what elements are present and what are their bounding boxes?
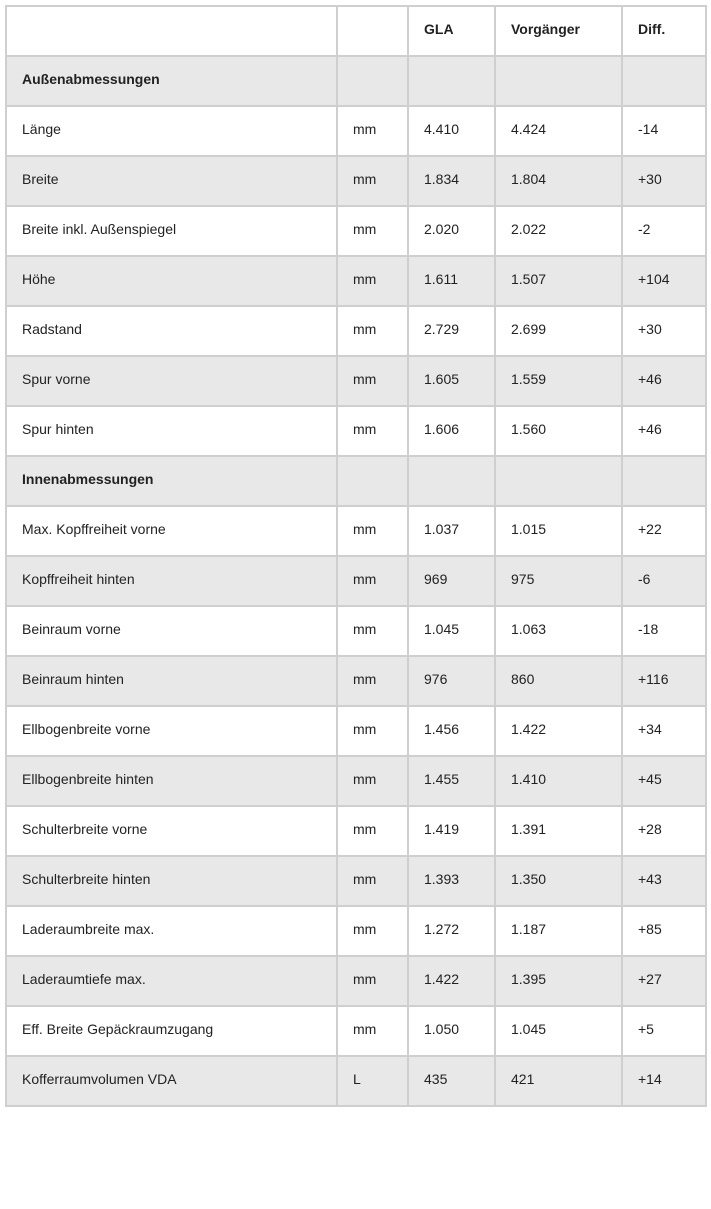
cell-prev: [495, 1006, 622, 1056]
cell-diff: [622, 156, 706, 206]
table-row: [6, 356, 706, 406]
cell-label: [6, 1006, 337, 1056]
section-empty-cell: [622, 56, 706, 106]
cell-unit: [337, 106, 408, 156]
table-row: [6, 1006, 706, 1056]
cell-unit: [337, 406, 408, 456]
cell-diff-text: -14: [638, 121, 659, 137]
cell-prev-text: 1.045: [511, 1021, 547, 1037]
cell-unit-text: mm: [353, 421, 377, 437]
cell-prev: [495, 156, 622, 206]
header-diff-text: Diff.: [638, 21, 666, 37]
cell-unit-text: mm: [353, 571, 377, 587]
cell-prev-text: 1.187: [511, 921, 547, 937]
cell-unit: [337, 706, 408, 756]
table-row: [6, 856, 706, 906]
cell-label-text: Radstand: [22, 321, 82, 337]
cell-unit: [337, 906, 408, 956]
cell-prev-text: 1.507: [511, 271, 547, 287]
cell-label-text: Max. Kopffreiheit vorne: [22, 521, 166, 537]
cell-label: [6, 106, 337, 156]
cell-prev: [495, 956, 622, 1006]
cell-diff-text: +14: [638, 1071, 662, 1087]
header-unit-text: [353, 7, 407, 20]
section-title: [6, 56, 337, 106]
cell-diff: [622, 306, 706, 356]
cell-diff: [622, 706, 706, 756]
cell-label-text: Spur vorne: [22, 371, 91, 387]
table-row: [6, 956, 706, 1006]
header-row: [6, 6, 706, 56]
cell-label-text: Kopffreiheit hinten: [22, 571, 135, 587]
cell-diff-text: +28: [638, 821, 662, 837]
cell-diff-text: +30: [638, 171, 662, 187]
cell-unit: [337, 806, 408, 856]
cell-unit-text: mm: [353, 721, 377, 737]
table-row: [6, 706, 706, 756]
section-empty-cell: [337, 56, 408, 106]
header-label-text: [22, 7, 336, 20]
table-row: [6, 106, 706, 156]
cell-prev: [495, 106, 622, 156]
cell-gla: [408, 406, 495, 456]
section-empty-cell: [408, 456, 495, 506]
cell-gla-text: 1.050: [424, 1021, 460, 1037]
cell-gla-text: 1.834: [424, 171, 460, 187]
cell-label: [6, 256, 337, 306]
cell-diff-text: +34: [638, 721, 662, 737]
cell-prev: [495, 1056, 622, 1106]
cell-gla: [408, 906, 495, 956]
cell-gla-text: 435: [424, 1071, 448, 1087]
cell-diff: [622, 106, 706, 156]
cell-unit: [337, 156, 408, 206]
table-row: [6, 206, 706, 256]
cell-prev: [495, 856, 622, 906]
cell-gla-text: 1.605: [424, 371, 460, 387]
cell-gla-text: 1.393: [424, 871, 460, 887]
cell-gla: [408, 556, 495, 606]
cell-label: [6, 206, 337, 256]
cell-unit-text: mm: [353, 321, 377, 337]
cell-gla: [408, 1056, 495, 1106]
cell-gla: [408, 356, 495, 406]
section-empty-cell: [495, 456, 622, 506]
cell-diff-text: -6: [638, 571, 651, 587]
cell-diff: [622, 856, 706, 906]
cell-unit-text: mm: [353, 521, 377, 537]
cell-prev-text: 1.395: [511, 971, 547, 987]
cell-diff: [622, 506, 706, 556]
cell-unit: [337, 1006, 408, 1056]
cell-prev-text: 1.804: [511, 171, 547, 187]
cell-label: [6, 356, 337, 406]
cell-diff: [622, 756, 706, 806]
cell-unit-text: L: [353, 1071, 361, 1087]
cell-gla-text: 1.456: [424, 721, 460, 737]
cell-gla-text: 1.422: [424, 971, 460, 987]
cell-prev: [495, 806, 622, 856]
cell-gla-text: 969: [424, 571, 448, 587]
cell-diff: [622, 806, 706, 856]
cell-gla-text: 1.045: [424, 621, 460, 637]
cell-label-text: Ellbogenbreite hinten: [22, 771, 154, 787]
cell-unit-text: mm: [353, 771, 377, 787]
table-row: [6, 406, 706, 456]
cell-label-text: Laderaumtiefe max.: [22, 971, 146, 987]
table-row: [6, 556, 706, 606]
cell-gla: [408, 956, 495, 1006]
cell-label-text: Spur hinten: [22, 421, 94, 437]
cell-diff: [622, 1006, 706, 1056]
section-title-text: Außenabmessungen: [22, 71, 160, 87]
cell-diff-text: +85: [638, 921, 662, 937]
cell-diff-text: +30: [638, 321, 662, 337]
cell-gla: [408, 506, 495, 556]
cell-prev: [495, 306, 622, 356]
cell-gla: [408, 656, 495, 706]
cell-gla-text: 1.272: [424, 921, 460, 937]
table-row: [6, 306, 706, 356]
table-row: [6, 256, 706, 306]
cell-prev: [495, 756, 622, 806]
section-empty-cell: [337, 456, 408, 506]
cell-label: [6, 656, 337, 706]
cell-diff: [622, 356, 706, 406]
section-row: [6, 456, 706, 506]
cell-label: [6, 1056, 337, 1106]
cell-gla: [408, 256, 495, 306]
cell-diff-text: +43: [638, 871, 662, 887]
cell-diff: [622, 956, 706, 1006]
header-gla: [408, 6, 495, 56]
table-body: [6, 6, 706, 1106]
cell-unit: [337, 756, 408, 806]
cell-prev-text: 421: [511, 1071, 535, 1087]
header-prev: [495, 6, 622, 56]
table-row: [6, 656, 706, 706]
cell-label-text: Schulterbreite hinten: [22, 871, 151, 887]
cell-diff-text: +22: [638, 521, 662, 537]
cell-unit-text: mm: [353, 371, 377, 387]
cell-label: [6, 756, 337, 806]
cell-gla-text: 1.611: [424, 271, 458, 287]
cell-label-text: Kofferraumvolumen VDA: [22, 1071, 177, 1087]
cell-prev: [495, 206, 622, 256]
cell-unit: [337, 206, 408, 256]
cell-prev: [495, 256, 622, 306]
cell-label-text: Beinraum hinten: [22, 671, 124, 687]
cell-diff: [622, 256, 706, 306]
cell-prev-text: 1.422: [511, 721, 547, 737]
cell-unit-text: mm: [353, 1021, 377, 1037]
cell-label-text: Breite inkl. Außenspiegel: [22, 221, 177, 237]
cell-unit-text: mm: [353, 671, 377, 687]
table-row: [6, 806, 706, 856]
section-row: [6, 56, 706, 106]
cell-gla: [408, 606, 495, 656]
cell-unit-text: mm: [353, 171, 377, 187]
cell-prev-text: 1.560: [511, 421, 547, 437]
cell-unit-text: mm: [353, 921, 377, 937]
cell-gla: [408, 806, 495, 856]
cell-label-text: Höhe: [22, 271, 56, 287]
cell-unit-text: mm: [353, 871, 377, 887]
cell-prev-text: 1.410: [511, 771, 547, 787]
cell-label: [6, 606, 337, 656]
cell-prev-text: 1.350: [511, 871, 547, 887]
cell-unit: [337, 356, 408, 406]
table-row: [6, 1056, 706, 1106]
cell-gla-text: 976: [424, 671, 448, 687]
cell-diff: [622, 406, 706, 456]
cell-gla: [408, 306, 495, 356]
cell-label-text: Laderaumbreite max.: [22, 921, 155, 937]
cell-label: [6, 406, 337, 456]
cell-gla: [408, 706, 495, 756]
table-row: [6, 156, 706, 206]
cell-unit-text: mm: [353, 621, 377, 637]
cell-diff-text: +27: [638, 971, 662, 987]
cell-label-text: Schulterbreite vorne: [22, 821, 148, 837]
table-row: [6, 906, 706, 956]
cell-label: [6, 856, 337, 906]
cell-gla: [408, 756, 495, 806]
cell-unit: [337, 506, 408, 556]
section-empty-cell: [622, 456, 706, 506]
cell-prev-text: 2.022: [511, 221, 547, 237]
cell-unit: [337, 306, 408, 356]
cell-unit: [337, 606, 408, 656]
cell-diff: [622, 656, 706, 706]
cell-label: [6, 706, 337, 756]
cell-label-text: Ellbogenbreite vorne: [22, 721, 151, 737]
cell-label: [6, 156, 337, 206]
cell-unit: [337, 856, 408, 906]
cell-diff: [622, 1056, 706, 1106]
cell-gla-text: 1.037: [424, 521, 460, 537]
cell-prev: [495, 356, 622, 406]
cell-gla: [408, 206, 495, 256]
cell-prev-text: 1.559: [511, 371, 547, 387]
cell-gla: [408, 106, 495, 156]
cell-unit-text: mm: [353, 121, 377, 137]
section-empty-cell: [495, 56, 622, 106]
cell-label: [6, 306, 337, 356]
cell-label-text: Eff. Breite Gepäckraumzugang: [22, 1021, 214, 1037]
header-label: [6, 6, 337, 56]
dimensions-table: [5, 5, 707, 1107]
cell-gla: [408, 156, 495, 206]
cell-prev-text: 4.424: [511, 121, 547, 137]
cell-diff: [622, 206, 706, 256]
cell-label: [6, 506, 337, 556]
cell-unit: [337, 956, 408, 1006]
cell-diff-text: -18: [638, 621, 659, 637]
cell-prev-text: 1.015: [511, 521, 547, 537]
cell-unit-text: mm: [353, 271, 377, 287]
cell-unit: [337, 556, 408, 606]
cell-label-text: Beinraum vorne: [22, 621, 121, 637]
cell-prev-text: 975: [511, 571, 535, 587]
cell-diff-text: +46: [638, 421, 662, 437]
cell-unit: [337, 656, 408, 706]
cell-prev-text: 860: [511, 671, 535, 687]
cell-gla-text: 1.455: [424, 771, 460, 787]
cell-diff-text: +46: [638, 371, 662, 387]
header-prev-text: Vorgänger: [511, 21, 580, 37]
cell-prev: [495, 906, 622, 956]
cell-gla-text: 2.020: [424, 221, 460, 237]
cell-label: [6, 556, 337, 606]
cell-diff: [622, 556, 706, 606]
cell-label: [6, 906, 337, 956]
cell-unit-text: mm: [353, 971, 377, 987]
cell-unit: [337, 1056, 408, 1106]
cell-prev: [495, 556, 622, 606]
cell-label: [6, 806, 337, 856]
cell-diff-text: -2: [638, 221, 651, 237]
cell-gla: [408, 1006, 495, 1056]
cell-diff-text: +104: [638, 271, 670, 287]
cell-prev-text: 1.391: [511, 821, 547, 837]
cell-prev: [495, 606, 622, 656]
cell-unit-text: mm: [353, 221, 377, 237]
cell-prev: [495, 406, 622, 456]
section-empty-cell: [408, 56, 495, 106]
cell-prev-text: 1.063: [511, 621, 547, 637]
header-diff: [622, 6, 706, 56]
header-unit: [337, 6, 408, 56]
cell-gla-text: 1.419: [424, 821, 460, 837]
section-title-text: Innenabmessungen: [22, 471, 154, 487]
cell-diff: [622, 906, 706, 956]
table-row: [6, 606, 706, 656]
cell-prev-text: 2.699: [511, 321, 547, 337]
cell-gla: [408, 856, 495, 906]
table-row: [6, 506, 706, 556]
cell-diff-text: +45: [638, 771, 662, 787]
cell-diff: [622, 606, 706, 656]
cell-prev: [495, 506, 622, 556]
cell-label-text: Breite: [22, 171, 59, 187]
section-title: [6, 456, 337, 506]
cell-gla-text: 1.606: [424, 421, 460, 437]
cell-unit-text: mm: [353, 821, 377, 837]
cell-prev: [495, 656, 622, 706]
cell-unit: [337, 256, 408, 306]
cell-gla-text: 4.410: [424, 121, 460, 137]
table-row: [6, 756, 706, 806]
cell-prev: [495, 706, 622, 756]
cell-label: [6, 956, 337, 1006]
header-gla-text: GLA: [424, 21, 454, 37]
cell-gla-text: 2.729: [424, 321, 460, 337]
cell-diff-text: +5: [638, 1021, 654, 1037]
cell-label-text: Länge: [22, 121, 61, 137]
cell-diff-text: +116: [638, 671, 669, 687]
